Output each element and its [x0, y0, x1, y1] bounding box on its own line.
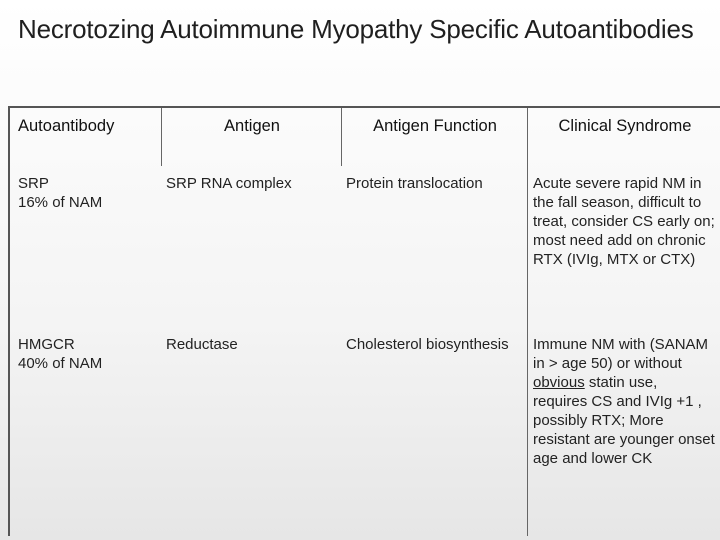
autoantibody-frequency: 16% of NAM: [18, 194, 103, 211]
table-header-row: [10, 108, 720, 166]
syndrome-text-before: Immune NM with (SANAM in > age 50) or without: [533, 336, 709, 372]
antigen-cell: SRP RNA complex: [166, 175, 292, 192]
header-autoantibody: Autoantibody: [18, 117, 115, 135]
table-row: [10, 166, 720, 327]
header-antigen-function: Antigen Function: [373, 117, 497, 135]
antigen-function-cell: Cholesterol biosynthesis: [346, 336, 509, 353]
header-antigen: Antigen: [224, 117, 280, 135]
clinical-syndrome-cell: [533, 335, 715, 468]
autoantibody-name: SRP: [18, 175, 49, 192]
autoantibody-cell: [18, 174, 158, 212]
autoantibody-table: [8, 106, 720, 536]
clinical-syndrome-cell: Acute severe rapid NM in the fall season, difficult to treat, consider CS early on; most need add on chronic RTX (IVIg, MTX or CTX): [533, 175, 715, 268]
autoantibody-frequency: 40% of NAM: [18, 355, 103, 372]
syndrome-text-after: statin use, requires CS and IVIg +1 , possibly RTX; More resistant are younger onset age and lower CK: [533, 374, 715, 467]
autoantibody-name: HMGCR: [18, 336, 75, 353]
antigen-function-cell: Protein translocation: [346, 175, 483, 192]
header-clinical-syndrome: Clinical Syndrome: [558, 117, 692, 135]
slide-title: Necrotozing Autoimmune Myopathy Specific Autoantibodies: [18, 14, 694, 44]
table-row: [10, 327, 720, 536]
antigen-cell: Reductase: [166, 336, 238, 353]
autoantibody-cell: [18, 335, 158, 373]
syndrome-underlined-text: obvious: [533, 374, 585, 391]
